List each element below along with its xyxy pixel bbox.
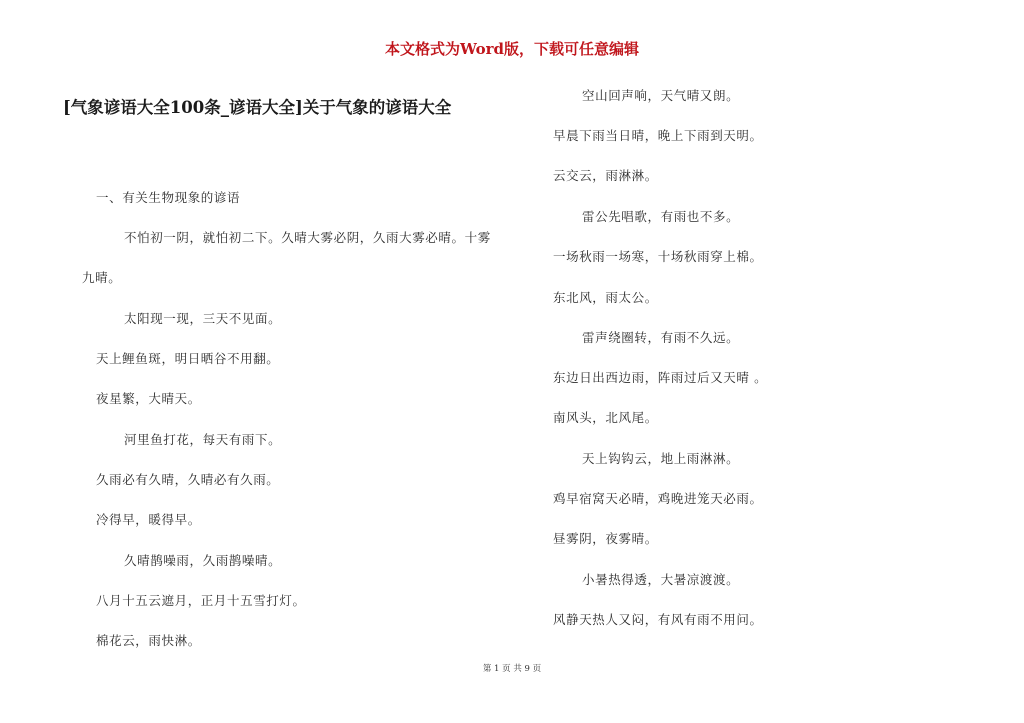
proverb-line: 东北风，雨太公。 <box>553 290 658 305</box>
proverb-line: 风静天热人又闷，有风有雨不用问。 <box>553 612 763 627</box>
proverb-line: 八月十五云遮月，正月十五雪打灯。 <box>96 593 306 608</box>
proverb-line: 鸡早宿窝天必晴，鸡晚进笼天必雨。 <box>553 491 763 506</box>
proverb-line: 南风头，北风尾。 <box>553 410 658 425</box>
proverb-line: 冷得早，暖得早。 <box>96 512 201 527</box>
document-title: [气象谚语大全100条_谚语大全]关于气象的谚语大全 <box>63 98 452 117</box>
proverb-line: 天上鲤鱼斑，明日晒谷不用翻。 <box>96 351 280 366</box>
paragraph-line: 九晴。 <box>82 270 122 285</box>
proverb-line: 雷声绕圈转，有雨不久远。 <box>582 330 740 345</box>
proverb-line: 东边日出西边雨，阵雨过后又天晴 。 <box>553 370 768 385</box>
proverb-line: 棉花云，雨快淋。 <box>96 633 201 648</box>
proverb-line: 久雨必有久晴，久晴必有久雨。 <box>96 472 280 487</box>
section-heading: 一、有关生物现象的谚语 <box>96 190 241 205</box>
proverb-line: 小暑热得透，大暑凉渡渡。 <box>582 572 740 587</box>
proverb-line: 天上钩钩云，地上雨淋淋。 <box>582 451 740 466</box>
proverb-line: 昼雾阴，夜雾晴。 <box>553 531 658 546</box>
proverb-line: 雷公先唱歌，有雨也不多。 <box>582 209 740 224</box>
proverb-line: 太阳现一现，三天不见面。 <box>124 311 282 326</box>
word-format-banner: 本文格式为Word版，下载可任意编辑 <box>384 40 640 58</box>
proverb-line: 河里鱼打花，每天有雨下。 <box>124 432 282 447</box>
paragraph-line: 不怕初一阴，就怕初二下。久晴大雾必阴，久雨大雾必晴。十雾 <box>124 230 491 245</box>
proverb-line: 早晨下雨当日晴，晚上下雨到天明。 <box>553 128 763 143</box>
proverb-line: 久晴鹊噪雨，久雨鹊噪晴。 <box>124 553 282 568</box>
proverb-line: 空山回声响，天气晴又朗。 <box>582 88 740 103</box>
proverb-line: 一场秋雨一场寒，十场秋雨穿上棉。 <box>553 249 763 264</box>
page-number: 第 1 页 共 9 页 <box>482 664 542 674</box>
proverb-line: 夜星繁，大晴天。 <box>96 391 201 406</box>
proverb-line: 云交云，雨淋淋。 <box>553 168 658 183</box>
